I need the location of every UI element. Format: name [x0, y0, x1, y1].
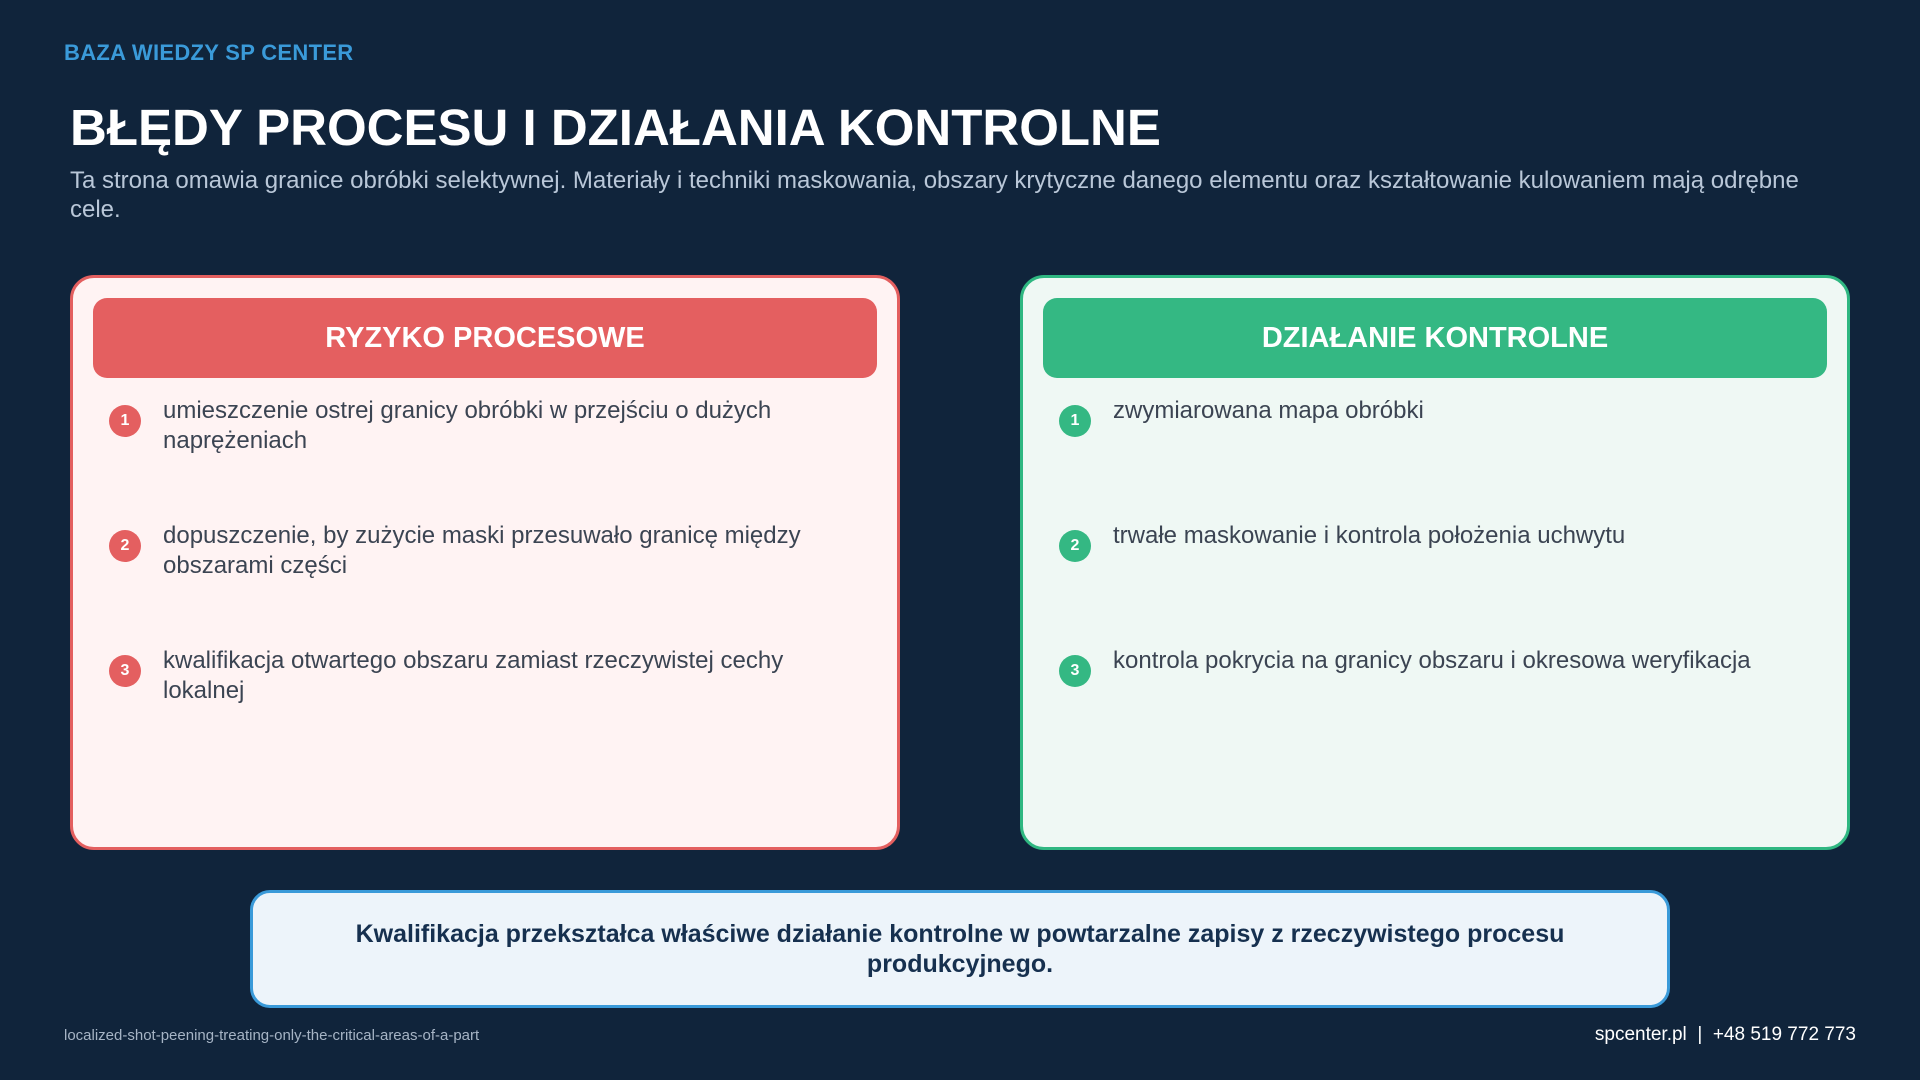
number-badge: 1 [1059, 405, 1091, 437]
number-badge: 2 [1059, 530, 1091, 562]
page-title: BŁĘDY PROCESU I DZIAŁANIA KONTROLNE [70, 99, 1161, 156]
risk-item [109, 521, 849, 581]
risk-item-text: kwalifikacja otwartego obszaru zamiast rzeczywistej cechy lokalnej [163, 647, 784, 704]
summary-callout: Kwalifikacja przekształca właściwe działanie kontrolne w powtarzalne zapisy z rzeczywistego procesu produkcyjnego. [250, 890, 1670, 1008]
control-panel-heading: DZIAŁANIE KONTROLNE [1043, 298, 1827, 378]
risk-panel [70, 275, 900, 850]
contact-text: spcenter.pl | +48 519 772 773 [1594, 1024, 1856, 1045]
number-badge: 1 [109, 405, 141, 437]
number-badge: 3 [109, 655, 141, 687]
risk-item [109, 396, 849, 456]
brand-label: BAZA WIEDZY SP CENTER [64, 40, 354, 65]
control-item [1059, 521, 1799, 562]
control-item [1059, 396, 1799, 437]
number-badge: 2 [109, 530, 141, 562]
control-panel [1020, 275, 1850, 850]
risk-item-text: umieszczenie ostrej granicy obróbki w przejściu o dużych naprężeniach [163, 397, 772, 454]
control-item-text: trwałe maskowanie i kontrola położenia uchwytu [1113, 522, 1626, 549]
page-slug: localized-shot-peening-treating-only-the-critical-areas-of-a-part [64, 1027, 480, 1044]
risk-panel-heading: RYZYKO PROCESOWE [93, 298, 877, 378]
risk-item-text: dopuszczenie, by zużycie maski przesuwało granicę między obszarami części [163, 522, 801, 579]
risk-item [109, 646, 849, 706]
control-item [1059, 646, 1799, 687]
control-item-text: kontrola pokrycia na granicy obszaru i okresowa weryfikacja [1113, 647, 1751, 674]
contact-info [1595, 1024, 1856, 1046]
control-item-text: zwymiarowana mapa obróbki [1113, 397, 1424, 424]
page-subtitle: Ta strona omawia granice obróbki selektywnej. Materiały i techniki maskowania, obszary krytyczne danego elementu oraz kształtowanie kulowaniem mają odrębne cele. [70, 167, 1799, 223]
number-badge: 3 [1059, 655, 1091, 687]
